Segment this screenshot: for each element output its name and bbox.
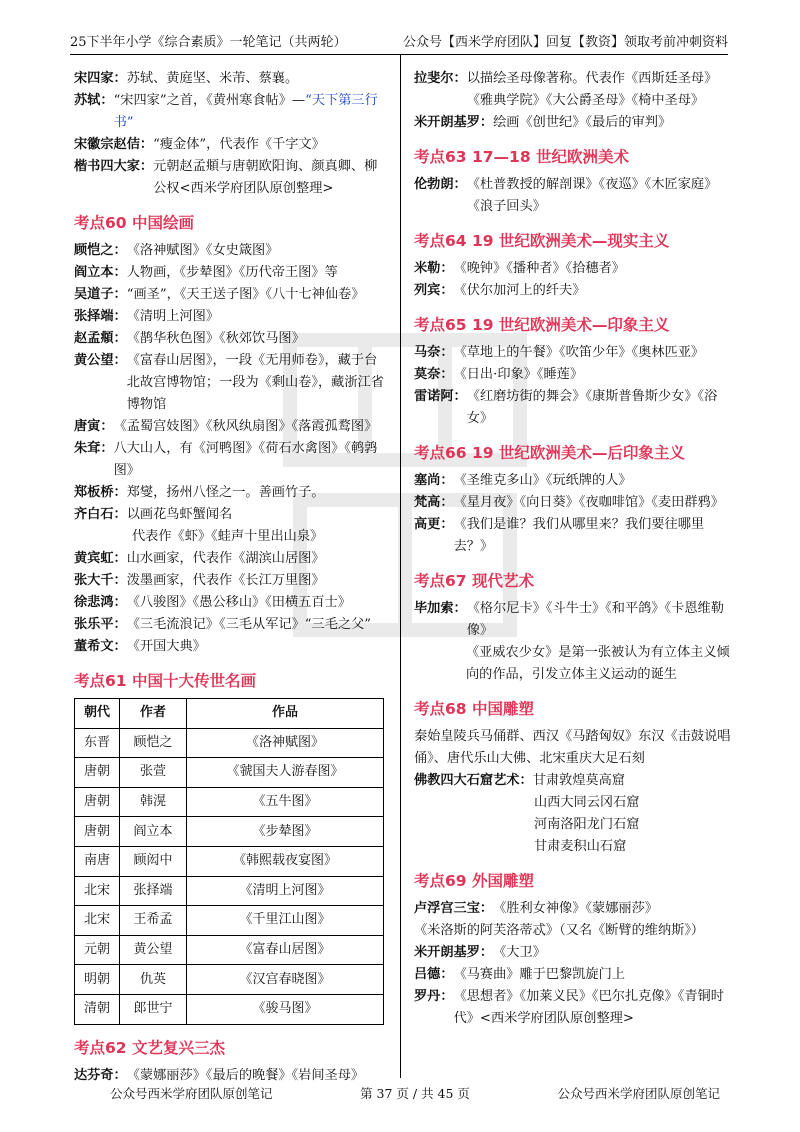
table-cell: 张萱 (120, 758, 187, 788)
entry-value: “宋四家”之首，《黄州寒食帖》— (113, 93, 306, 108)
entry-value: 以描绘圣母像著称。代表作《西斯廷圣母》《雅典学院》《大公爵圣母》《椅中圣母》 (466, 71, 718, 108)
column-header: 作者 (120, 699, 187, 729)
entry-key: 马奈： (414, 345, 454, 360)
table-cell: 唐朝 (75, 817, 120, 847)
section-heading-66: 考点66 19 世纪欧洲美术—后印象主义 (414, 444, 685, 462)
table-cell: 郎世宁 (120, 994, 187, 1024)
entry-painter (74, 636, 389, 658)
entry-repin (414, 280, 734, 302)
entry-key: 塞尚： (414, 473, 454, 488)
header-left: 25下半年小学《综合素质》一轮笔记（共两轮） (70, 35, 347, 50)
entry-painter (74, 482, 389, 504)
table-cell: 元朝 (75, 935, 120, 965)
table-cell: 《骏马图》 (186, 994, 383, 1024)
entry-value: 《草地上的午餐》《吹笛少年》《奥林匹亚》 (453, 345, 705, 360)
entry-key: 米勒： (414, 261, 454, 276)
entry-millet (414, 258, 734, 280)
highlight-text: “天下第三行书” (113, 93, 378, 130)
table-row (75, 787, 384, 817)
table-cell: 《汉宫春晓图》 (186, 965, 383, 995)
page-header (70, 28, 728, 55)
entry-value: 苏轼、黄庭坚、米芾、蔡襄。 (126, 71, 299, 86)
table-cell: 《虢国夫人游春图》 (186, 758, 383, 788)
entry-value: 元朝赵孟頫与唐朝欧阳询、颜真卿、柳公权<西米学府团队原创整理> (153, 159, 378, 196)
entry-vangogh (414, 492, 734, 514)
entry-value: 《三毛流浪记》《三毛从军记》“三毛之父” (126, 617, 372, 632)
entry-painter (74, 328, 389, 350)
entry-gauguin (414, 514, 734, 558)
table-cell: 阎立本 (120, 817, 187, 847)
entry-renoir (414, 386, 734, 430)
table-row (75, 876, 384, 906)
footer-right: 公众号西米学府团队原创笔记 (557, 1086, 720, 1101)
entry-painter (74, 504, 389, 526)
entry-huizong (74, 134, 389, 156)
entry-key: 梵高： (414, 495, 454, 510)
table-cell: 仇英 (120, 965, 187, 995)
table-row (75, 846, 384, 876)
entry-value: 《富春山居图》，一段《无用师卷》，藏于台北故宫博物馆；一段为《剩山卷》，藏浙江省博物馆 (126, 353, 384, 412)
page-footer (110, 1084, 720, 1102)
section-heading-68: 考点68 中国雕塑 (414, 700, 534, 718)
entry-picasso (414, 598, 734, 642)
entry-key: 达芬奇： (74, 1067, 127, 1083)
entry-michelangelo (414, 112, 734, 134)
entry-key: 伦勃朗： (414, 177, 467, 192)
table-cell: 《清明上河图》 (186, 876, 383, 906)
entry-grottoes (414, 770, 734, 792)
entry-monet (414, 364, 734, 386)
entry-sushi (74, 90, 389, 134)
entry-value: 《格尔尼卡》《斗牛士》《和平鸽》《卡恩维勒像》 (466, 601, 724, 638)
entry-value: 《大卫》 (493, 945, 546, 960)
section-heading-63: 考点63 17—18 世纪欧洲美术 (414, 148, 630, 166)
table-row (75, 906, 384, 936)
right-column (414, 68, 734, 1030)
table-cell: 《富春山居图》 (186, 935, 383, 965)
entry-painter (74, 262, 389, 284)
grotto-item: 山西大同云冈石窟 (534, 795, 640, 810)
table-cell: 东晋 (75, 728, 120, 758)
table-cell: 黄公望 (120, 935, 187, 965)
entry-key: 苏轼： (74, 93, 114, 108)
table-row (75, 994, 384, 1024)
entry-value: 绘画《创世纪》《最后的审判》 (493, 115, 672, 130)
entry-value: 《孟蜀宫妓图》《秋风纨扇图》《落霞孤鹜图》 (113, 419, 378, 434)
entry-painter (74, 306, 389, 328)
entry-painter (74, 438, 389, 482)
section-heading-67: 考点67 现代艺术 (414, 572, 534, 590)
entry-value: 《马赛曲》雕于巴黎凯旋门上 (453, 967, 625, 982)
table-row (75, 965, 384, 995)
entry-painter (74, 570, 389, 592)
entry-key: 雷诺阿： (414, 389, 467, 404)
entry-value: 《胜利女神像》《蒙娜丽莎》 (493, 901, 658, 916)
table-header-row (75, 699, 384, 729)
table-row (75, 935, 384, 965)
entry-painter (74, 592, 389, 614)
entry-key: 吕德： (414, 967, 454, 982)
table-row (75, 817, 384, 847)
section-heading-64: 考点64 19 世纪欧洲美术—现实主义 (414, 232, 670, 250)
entry-value: 《洛神赋图》《女史箴图》 (126, 243, 279, 258)
entry-value: “瘦金体”，代表作《千字文》 (153, 137, 325, 152)
entry-key: 毕加索： (414, 601, 467, 616)
entry-value: 《星月夜》《向日葵》《夜咖啡馆》《麦田群鸦》 (453, 495, 724, 510)
column-header: 作品 (186, 699, 383, 729)
table-cell: 清朝 (75, 994, 120, 1024)
entry-song-four (74, 68, 389, 90)
entry-value: 人物画，《步辇图》《历代帝王图》等 (126, 265, 338, 280)
entry-value: 《杜普教授的解剖课》《夜巡》《木匠家庭》《浪子回头》 (466, 177, 718, 214)
entry-value: 山水画家，代表作《湖滨山居图》 (126, 551, 325, 566)
entry-key: 顾恺之： (74, 243, 127, 258)
chinese-sculpture-text: 秦始皇陵兵马俑群、西汉《马踏匈奴》东汉《击鼓说唱俑》、唐代乐山大佛、北宋重庆大足石刻 (414, 729, 731, 766)
entry-key: 朱耷： (74, 441, 114, 456)
table-cell: 张择端 (120, 876, 187, 906)
entry-raphael (414, 68, 734, 112)
entry-value: “画圣”，《天王送子图》《八十七神仙卷》 (126, 287, 365, 302)
left-column (74, 68, 389, 1087)
venus-line: 《米洛斯的阿芙洛蒂忒》（又名《断臂的维纳斯》） (414, 923, 705, 938)
entry-key: 佛教四大石窟艺术： (414, 773, 533, 788)
entry-painter (74, 240, 389, 262)
entry-rembrandt (414, 174, 734, 218)
table-cell: 明朝 (75, 965, 120, 995)
entry-value: 《红磨坊街的舞会》《康斯普鲁斯少女》《浴女》 (466, 389, 718, 426)
entry-value: 《思想者》《加莱义民》《巴尔扎克像》《青铜时代》<西米学府团队原创整理> (453, 989, 724, 1026)
table-cell: 《千里江山图》 (186, 906, 383, 936)
picasso-note: 《亚威农少女》是第一张被认为有立体主义倾向的作品，引发立体主义运动的诞生 (466, 645, 730, 682)
section-heading-60: 考点60 中国绘画 (74, 214, 194, 232)
entry-value: 《开国大典》 (126, 639, 206, 654)
entry-key: 米开朗基罗： (414, 115, 494, 130)
entry-cezanne (414, 470, 734, 492)
entry-value: 《我们是谁？我们从哪里来？我们要往哪里去？》 (453, 517, 705, 554)
entry-key: 高更： (414, 517, 454, 532)
entry-value: 《日出·印象》《睡莲》 (453, 367, 584, 382)
entry-value: 《清明上河图》 (126, 309, 220, 324)
entry-value: 以画花鸟虾蟹闻名 (126, 507, 233, 522)
entry-painter (74, 284, 389, 306)
entry-value: 《蒙娜丽莎》《最后的晚餐》《岩间圣母》 (126, 1067, 365, 1083)
entry-value: 《鹊华秋色图》《秋郊饮马图》 (126, 331, 305, 346)
entry-value: 《圣维克多山》《玩纸牌的人》 (453, 473, 632, 488)
entry-key: 阎立本： (74, 265, 127, 280)
table-cell: 《韩熙载夜宴图》 (186, 846, 383, 876)
entry-key: 董希文： (74, 639, 127, 654)
entry-key: 楷书四大家： (74, 159, 154, 174)
table-row (75, 728, 384, 758)
entry-kaishu (74, 156, 389, 200)
section-heading-61: 考点61 中国十大传世名画 (74, 672, 256, 690)
entry-key: 齐白石： (74, 507, 127, 522)
entry-key: 宋徽宗赵佶： (74, 137, 154, 152)
entry-key: 罗丹： (414, 989, 454, 1004)
entry-key: 拉斐尔： (414, 71, 467, 86)
entry-key: 列宾： (414, 283, 454, 298)
entry-key: 张乐平： (74, 617, 127, 632)
entry-manet (414, 342, 734, 364)
entry-key: 卢浮宫三宝： (414, 901, 494, 916)
entry-key: 郑板桥： (74, 485, 127, 500)
entry-value: 《八骏图》《愚公移山》《田横五百士》 (126, 595, 351, 610)
entry-key: 莫奈： (414, 367, 454, 382)
entry-key: 唐寅： (74, 419, 114, 434)
table-cell: 唐朝 (75, 758, 120, 788)
entry-value: 八大山人，有《河鸭图》《荷石水禽图》《鹌鹑图》 (113, 441, 378, 478)
entry-key: 张择端： (74, 309, 127, 324)
table-cell: 《洛神赋图》 (186, 728, 383, 758)
table-cell: 北宋 (75, 876, 120, 906)
table-cell: 韩滉 (120, 787, 187, 817)
entry-rodin (414, 986, 734, 1030)
entry-key: 赵孟頫： (74, 331, 127, 346)
header-right: 公众号【西米学府团队】回复【教资】领取考前冲刺资料 (402, 35, 728, 50)
table-cell: 北宋 (75, 906, 120, 936)
famous-paintings-table (74, 698, 384, 1025)
entry-key: 黄宾虹： (74, 551, 127, 566)
entry-rude (414, 964, 734, 986)
entry-michelangelo-sculpture (414, 942, 734, 964)
entry-value: 郑燮，扬州八怪之一。善画竹子。 (126, 485, 325, 500)
grotto-item: 河南洛阳龙门石窟 (534, 817, 640, 832)
entry-value: 《伏尔加河上的纤夫》 (453, 283, 586, 298)
table-cell: 王希孟 (120, 906, 187, 936)
section-heading-62: 考点62 文艺复兴三杰 (74, 1038, 225, 1057)
page-number: 第 37 页 / 共 45 页 (360, 1086, 470, 1101)
entry-continuation: 代表作《虾》《蛙声十里出山泉》 (132, 529, 324, 544)
table-cell: 唐朝 (75, 787, 120, 817)
entry-painter (74, 548, 389, 570)
entry-painter (74, 350, 389, 416)
entry-value: 甘肃敦煌莫高窟 (532, 773, 625, 788)
column-header: 朝代 (75, 699, 120, 729)
entry-key: 徐悲鸿： (74, 595, 127, 610)
entry-key: 黄公望： (74, 353, 127, 368)
entry-key: 吴道子： (74, 287, 127, 302)
column-divider (400, 55, 401, 1078)
entry-value: 泼墨画家，代表作《长江万里图》 (126, 573, 325, 588)
grotto-item: 甘肃麦积山石窟 (534, 839, 627, 854)
table-cell: 《步辇图》 (186, 817, 383, 847)
table-cell: 南唐 (75, 846, 120, 876)
entry-key: 米开朗基罗： (414, 945, 494, 960)
table-cell: 《五牛图》 (186, 787, 383, 817)
entry-painter (74, 416, 389, 438)
entry-key: 宋四家： (74, 71, 127, 86)
table-cell: 顾闳中 (120, 846, 187, 876)
section-heading-65: 考点65 19 世纪欧洲美术—印象主义 (414, 316, 670, 334)
table-cell: 顾恺之 (120, 728, 187, 758)
footer-left: 公众号西米学府团队原创笔记 (110, 1086, 273, 1101)
entry-painter (74, 614, 389, 636)
section-heading-69: 考点69 外国雕塑 (414, 872, 534, 890)
entry-louvre (414, 898, 734, 920)
entry-key: 张大千： (74, 573, 127, 588)
entry-value: 《晚钟》《播种者》《拾穗者》 (453, 261, 625, 276)
table-row (75, 758, 384, 788)
